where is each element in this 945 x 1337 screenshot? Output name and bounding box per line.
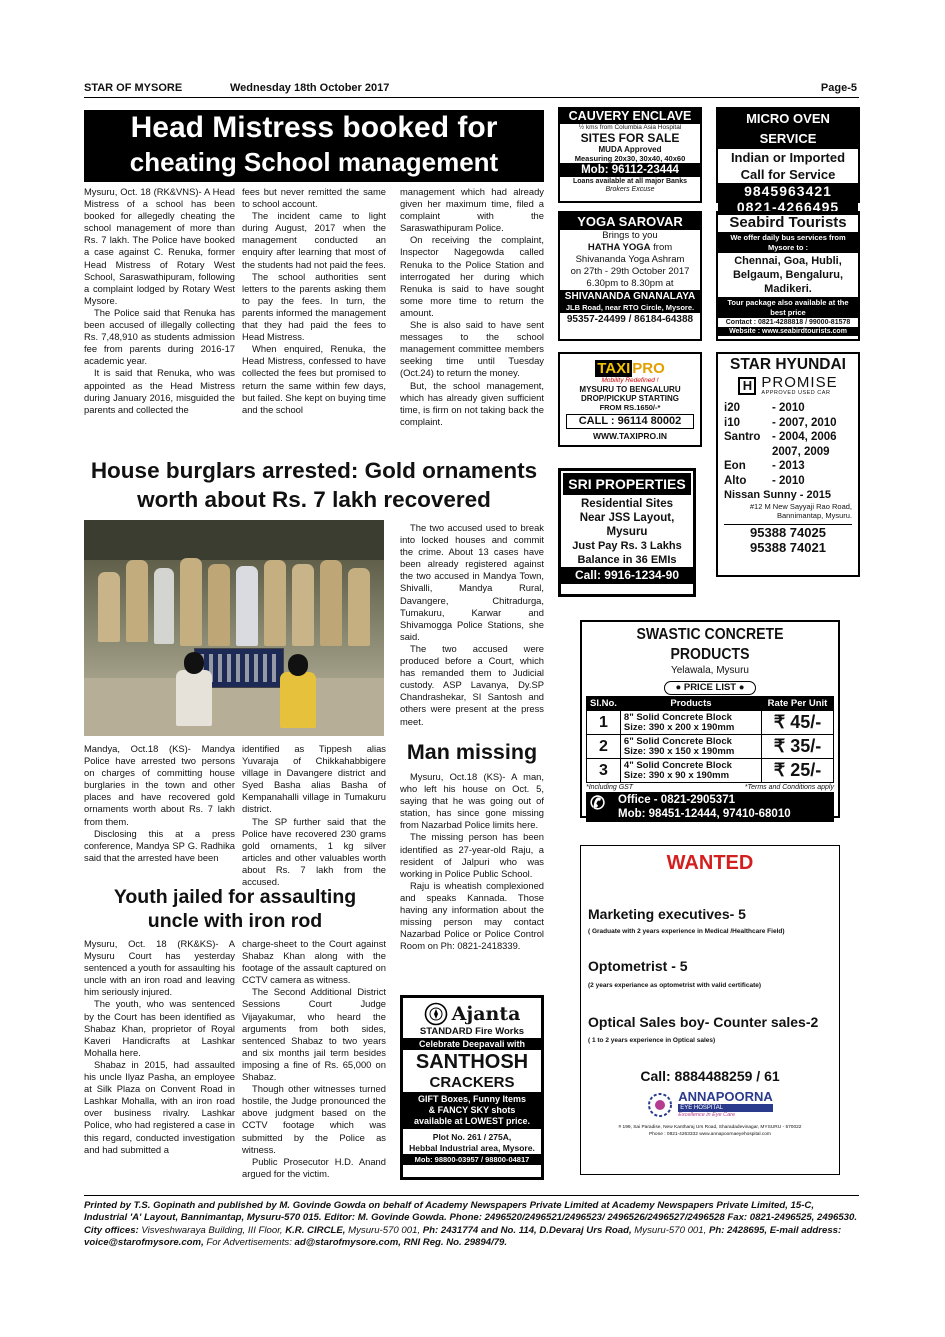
- ad-line: SITES FOR SALE: [580, 131, 680, 145]
- car-row: [724, 445, 852, 460]
- paragraph: Mandya, Oct.18 (KS)- Mandya Police have arrested two persons on charges of committing house burglaries in the town and other places and have recovered gold ornaments worth about Rs. 7 lakh from them.: [84, 743, 235, 827]
- ad-phone: 0821-4266495: [718, 199, 858, 215]
- article2-col1: [84, 743, 235, 864]
- paper-name: STAR OF MYSORE: [84, 82, 183, 94]
- paragraph: Public Prosecutor H.D. Anand argued for the victim.: [242, 1155, 386, 1179]
- ad-cauvery-enclave: [558, 107, 702, 203]
- ad-line: SHIVANANDA GNANALAYA: [560, 290, 700, 303]
- ad-line: from: [653, 242, 673, 253]
- car-row: [724, 401, 852, 416]
- article3-col1: [84, 938, 235, 1156]
- ad-title: SWASTIC CONCRETE PRODUCTS: [636, 626, 784, 663]
- article4-body: [400, 771, 544, 952]
- product-cell: 8" Solid Concrete Block Size: 390 x 200 x 190mm: [620, 711, 761, 735]
- paragraph: Raju is wheatish complexioned and speaks Kannada. Those having any information about the missing person may contact Nazarbad Police or Police Control Room on Ph: 0821-2418339.: [400, 879, 544, 952]
- ad-line: Near JSS Layout,: [579, 512, 675, 524]
- paragraph: The two accused were produced before a Court, which has remanded them to Judicial custody. ASP Lavanya, Dy.SP Chandrashekar, SI Santosh and others were present at the press meet.: [400, 642, 544, 727]
- ad-line: GIFT Boxes, Funny Items: [417, 1094, 527, 1104]
- ad-title: STAR HYUNDAI: [730, 356, 846, 373]
- paragraph: The Police said that Renuka has been accused of illegally collecting Rs. 7,48,910 as students admission fee from parents during 2016-17 academic year.: [84, 306, 235, 367]
- paragraph: The school authorities sent letters to the parents asking them to pay the fees. In turn, the parents informed the management that they had paid the fees to Head Mistress.: [242, 270, 386, 343]
- ad-taxipro: [558, 352, 702, 447]
- ad-line: SANTHOSH: [415, 1051, 529, 1073]
- paragraph: The SP further said that the Police have recovered 230 grams gold ornaments, 1 kg silver articles and other valuables worth about Rs. 7 lakh from the accused.: [242, 815, 386, 888]
- ad-line: FROM RS.1650/-*: [599, 403, 661, 412]
- paragraph: The Second Additional District Sessions Court Judge Vijayakumar, who heard the arguments from both sides, sentenced Shabaz to two years and six months jail term besides imposing a fine of Rs. 65,000 on Shabaz.: [242, 986, 386, 1083]
- paragraph: Mysuru, Oct.18 (KS)- A man, who left his house on Oct. 5, saying that he was going out of station, has since gone missing from Nazarbad Police limits here.: [400, 771, 544, 831]
- table-row: [587, 759, 834, 783]
- ad-title: CAUVERY ENCLAVE: [560, 109, 700, 124]
- ad-sri-properties: [558, 468, 696, 597]
- ad-yoga-sarovar: [558, 211, 702, 341]
- product-cell: 4" Solid Concrete Block Size: 390 x 90 x 190mm: [620, 759, 761, 783]
- annapoorna-logo: ANNAPOORNA EYE HOSPITAL Excellence in Eye Care: [588, 1090, 832, 1119]
- job-detail: ( Graduate with 2 years experience in Medical /Healthcare Field): [588, 928, 785, 935]
- car-model: i10: [724, 416, 740, 429]
- ad-title: YOGA SAROVAR: [560, 213, 700, 230]
- paragraph: Mysuru, Oct. 18 (RK&VNS)- A Head Mistress of a school has been booked for allegedly cheating the school management of more than Rs. 7 lakh. The Police have booked a case against C. Renuka, former Head Mistress of Rotary West School, Saraswathipuram, following a complaint lodged by Rotary West Mysore.: [84, 186, 235, 306]
- paragraph: The youth, who was sentenced by the Court has been identified as Shabaz Khan, proprietor of Royal Kaveri Handicrafts at Lashkar Mohalla here.: [84, 998, 235, 1058]
- ad-line: STANDARD Fire Works: [419, 1026, 525, 1037]
- ad-phone: 95388 74025: [724, 524, 852, 540]
- ad-title: WANTED: [666, 852, 754, 874]
- car-years: - 2010: [772, 402, 805, 414]
- ad-phone: Mob: 96112-23444: [560, 163, 700, 177]
- ad-line: Chennai, Goa, Hubli, Belgaum, Bengaluru, Madikeri.: [732, 255, 844, 295]
- rate-cell: ₹ 25/-: [762, 759, 834, 783]
- ad-line: available at LOWEST price.: [413, 1116, 531, 1126]
- price-list-badge: ● PRICE LIST ●: [664, 681, 755, 695]
- paragraph: The missing person has been identified as 27-year-old Raju, a resident of Jalpuri who was working in Police Public School.: [400, 831, 544, 879]
- job-title: Optometrist - 5: [588, 958, 688, 974]
- headline-line-1: House burglars arrested: Gold ornaments: [90, 458, 538, 483]
- car-years: - 2007, 2010: [772, 416, 837, 429]
- car-model: Eon: [724, 460, 746, 472]
- ad-line: Indian or Imported: [730, 150, 846, 165]
- ad-line: Brings to you: [602, 230, 658, 241]
- ad-phone: Contact : 0821-4288818 / 99000-81578: [725, 319, 851, 326]
- article1-col1: [84, 186, 235, 416]
- paragraph: The incident came to light during August, 2017 when the management conducted an enquiry after learning that most of the students had not paid the fees.: [242, 210, 386, 270]
- ad-line: 6.30pm to 8.30pm at: [586, 278, 674, 289]
- ad-line: Website : www.seabirdtourists.com: [718, 327, 858, 336]
- headline-line-1: Head Mistress booked for: [130, 111, 498, 144]
- paragraph: Shabaz in 2015, had assaulted his uncle Ilyaz Pasha, an employee at Silk Plaza on Convent Road in Lashkar Mohalla, with an iron road over business rivalry. Lashkar Police, who had registered a case in this regard, conducted investigation and had submitted a: [84, 1058, 235, 1155]
- paragraph: The two accused used to break into locked houses and commit the crime. About 13 cases have been already registered against the two accused in Mandya Town, Shivalli, Mandya Rural, Davangere, Chitradurga, Tumakuru, Karwar and Shivamogga Police Stations, she said.: [400, 522, 544, 642]
- car-years: - 2004, 2006: [772, 431, 837, 443]
- product-cell: 6" Solid Concrete Block Size: 390 x 150 x 190mm: [620, 735, 761, 759]
- ad-line: Just Pay Rs. 3 Lakhs: [572, 540, 682, 552]
- ad-phone: 95388 74021: [750, 540, 826, 555]
- ad-line: JLB Road, near RTO Circle, Mysore.: [560, 303, 700, 313]
- car-years: - 2010: [772, 474, 805, 487]
- paragraph: When enquired, Renuka, the Head Mistress, confessed to have collected the fees but promised to return the same within few days, but failed. She kept on buying time and the school: [242, 343, 386, 415]
- ad-micro-oven: [716, 107, 860, 215]
- paragraph: Disclosing this at a press conference, Mandya SP G. Radhika said that the arrested have been: [84, 827, 235, 863]
- headline-head-mistress: [84, 110, 544, 182]
- issue-date: Wednesday 18th October 2017: [230, 82, 390, 94]
- price-table: [586, 696, 834, 783]
- ad-line: Celebrate Deepavali with: [403, 1038, 541, 1050]
- car-model: Santro: [724, 431, 761, 443]
- page-number: Page-5: [820, 82, 857, 94]
- ad-line: # 199, Sai Paradise, New Kantharaj Urs Road, Sharadadevinagar, MYSURU - 570022: [618, 1125, 802, 1130]
- ad-phone: Mob: 98800-03957 / 98800-04817: [403, 1154, 541, 1165]
- ad-contact: ✆ Office - 0821-2905371 Mob: 98451-12444, 97410-68010: [586, 792, 834, 822]
- job-detail: ( 1 to 2 years experience in Optical sales): [588, 1037, 716, 1044]
- car-model: [724, 445, 772, 460]
- article2-right-col: [400, 522, 544, 728]
- table-row: [587, 711, 834, 735]
- car-years: 2007, 2009: [772, 445, 830, 458]
- ajanta-emblem-icon: [424, 1002, 448, 1026]
- paragraph: But, the school management, which has already given sufficient time, is firm on not taking back the complaint.: [400, 379, 544, 427]
- table-header-row: Sl.No. Products Rate Per Unit: [587, 697, 834, 711]
- ad-line: Nissan Sunny - 2015: [724, 489, 831, 501]
- ad-line: We offer daily bus services from Mysore to :: [718, 232, 858, 253]
- article2-col2: [242, 743, 386, 888]
- page-header: [84, 80, 859, 98]
- table-row: [587, 735, 834, 759]
- job-title: Optical Sales boy- Counter sales-2: [588, 1014, 819, 1030]
- ad-line: Brokers Excuse: [605, 186, 655, 193]
- paragraph: fees but never remitted the same to school account.: [242, 186, 386, 210]
- ad-phone: Call: 9916-1234-90: [561, 567, 693, 584]
- paragraph: identified as Tippesh alias Yuvaraja of Chikkahabbigere village in Davangere district and Syed Basha alias Basha of Kempanahalli village in Tumakuru district.: [242, 743, 386, 815]
- promise-logo: H PROMISE APPROVED USED CAR: [724, 375, 852, 397]
- police-press-photo: [84, 520, 384, 736]
- car-row: [724, 459, 852, 474]
- ad-phone: CALL : 96114 80002: [566, 414, 694, 429]
- phone-icon: ✆: [590, 793, 606, 813]
- row-number: 1: [587, 711, 621, 735]
- ad-line: ½ kms from Columbia Asia Hospital: [578, 124, 682, 131]
- headline-burglars: [84, 456, 544, 514]
- article3-col2: [242, 938, 386, 1180]
- ad-line: Call for Service: [740, 167, 836, 182]
- car-model: Alto: [724, 474, 747, 487]
- ad-line: Shivananda Yoga Ashram: [575, 254, 685, 265]
- ad-line: Mobility Redefined !: [601, 377, 659, 384]
- job-title: Marketing executives- 5: [588, 906, 746, 922]
- imprint-footer: Printed by T.S. Gopinath and published by M. Govinde Gowda on behalf of Academy Newspapers Private Limited at Academy Newspapers Private Limited, 15-C, Industrial 'A' Layout, Bannimantap, Mysuru-570 015. Editor: M. Govinde Gowda. Phone: 2496520/2496521/2496523/ 2496526/2496527/2496528 Fax: 0821-2496525, 2496530. City offices: Visveshwaraya Building, III Floor, K.R. CIRCLE, Mysuru-570 001, Ph: 2431774 and No. 114, D.Devaraj Urs Road, Mysuru-570 001, Ph: 2428695, E-mail address: voice@starofmysore.com, For Advertisements: ad@starofmysore.com, RNI Reg. No. 29894/79.: [84, 1195, 859, 1250]
- ad-line: MUDA Approved: [598, 145, 662, 154]
- ad-phone: Call: 8884488259 / 61: [640, 1068, 780, 1084]
- headline-youth-jailed: [84, 885, 386, 933]
- ad-line: Tour package also available at the best price: [718, 297, 858, 318]
- hyundai-h-icon: H: [738, 377, 756, 395]
- ad-line: HATHA YOGA: [587, 242, 651, 253]
- ad-line: CRACKERS: [429, 1074, 515, 1091]
- ad-title: Seabird Tourists: [729, 214, 847, 231]
- ad-seabird-tourists: [716, 211, 860, 341]
- job-detail: (2 years experiance as optometrist with valid certificate): [588, 982, 762, 989]
- ad-line: *Including GST: [586, 784, 634, 791]
- headline-line-2: worth about Rs. 7 lakh recovered: [137, 487, 491, 512]
- ad-title: SRI PROPERTIES: [563, 473, 691, 495]
- taxipro-logo: TAXI PRO: [597, 360, 665, 377]
- ad-title: MICRO OVEN SERVICE: [718, 109, 858, 149]
- rate-cell: ₹ 35/-: [762, 735, 834, 759]
- car-row: [724, 430, 852, 445]
- rate-cell: ₹ 45/-: [762, 711, 834, 735]
- ad-line: Mysuru: [606, 526, 648, 538]
- paragraph: She is also said to have sent messages to the school management committee members seeking time until Tuesday (Oct.24) to return the money.: [400, 319, 544, 379]
- ad-line: Loans available at all major Banks: [573, 178, 687, 185]
- car-years: - 2013: [772, 460, 805, 472]
- ad-line: on 27th - 29th October 2017: [570, 266, 690, 277]
- headline-line-2: cheating School management: [129, 147, 499, 177]
- article1-col2: [242, 186, 386, 416]
- article1-col3: [400, 186, 544, 428]
- car-row: [724, 416, 852, 431]
- ad-line: Measuring 20x30, 30x40, 40x60: [574, 154, 686, 163]
- car-list: [724, 401, 852, 488]
- ad-line: Yelawala, Mysuru: [670, 665, 749, 676]
- ad-line: Residential Sites: [580, 498, 674, 510]
- lotus-eye-icon: [647, 1092, 673, 1118]
- ad-swastic-concrete: [580, 620, 840, 818]
- ad-line: MYSURU TO BENGALURU: [579, 385, 681, 394]
- ad-line: Phone : 0821-4263332 www.annapoornaeyehospital.com: [649, 1131, 771, 1137]
- paragraph: charge-sheet to the Court against Shabaz Khan along with the footage of the assault captured on CCTV camera as witness.: [242, 938, 386, 986]
- row-number: 2: [587, 735, 621, 759]
- headline-line-2: uncle with iron rod: [147, 910, 323, 932]
- paragraph: Mysuru, Oct. 18 (RK&KS)- A Mysuru Court has yesterday sentenced a youth for assaulting his uncle with an iron road and leaving him seriously injured.: [84, 938, 235, 998]
- ad-line: Balance in 36 EMIs: [577, 554, 677, 566]
- ad-wanted-annapoorna: [580, 845, 840, 1175]
- paragraph: Though other witnesses turned hostile, the Judge pronounced the above judgment based on the CCTV footage which was submitted by the Police as witness.: [242, 1083, 386, 1155]
- ad-line: DROP/PICKUP STARTING: [581, 394, 679, 403]
- ad-star-hyundai: [716, 352, 860, 577]
- ad-title: Ajanta: [451, 1003, 521, 1025]
- car-model: i20: [724, 402, 740, 414]
- ad-line: Plot No. 261 / 275A,: [432, 1132, 512, 1142]
- headline-line-1: Youth jailed for assaulting: [113, 886, 357, 908]
- ad-line: *Terms and Conditions apply: [744, 784, 834, 791]
- ad-phone: 9845963421: [718, 183, 858, 199]
- ad-line: #12 M New Sayyaji Rao Road, Bannimantap, Mysuru.: [749, 502, 852, 520]
- car-row: [724, 474, 852, 489]
- paragraph: On receiving the complaint, Inspector Nagegowda called Renuka to the Police Station and interrogated her during which Renuka is said to have sought some more time to return the amount.: [400, 234, 544, 318]
- ad-ajanta-crackers: [400, 995, 544, 1180]
- headline-man-missing: Man missing: [406, 740, 538, 764]
- ad-line: Hebbal Industrial area, Mysore.: [409, 1143, 535, 1153]
- ad-phone: 95357-24499 / 86184-64388: [566, 314, 694, 325]
- row-number: 3: [587, 759, 621, 783]
- paragraph: management which had already given her maximum time, filed a complaint with the Saraswathipuram Police.: [400, 186, 544, 234]
- ad-line: & FANCY SKY shots: [428, 1105, 516, 1115]
- paragraph: It is said that Renuka, who was appointed as the Head Mistress during January 2016, misguided the parents and collected the: [84, 367, 235, 415]
- ad-line: WWW.TAXIPRO.IN: [593, 431, 667, 441]
